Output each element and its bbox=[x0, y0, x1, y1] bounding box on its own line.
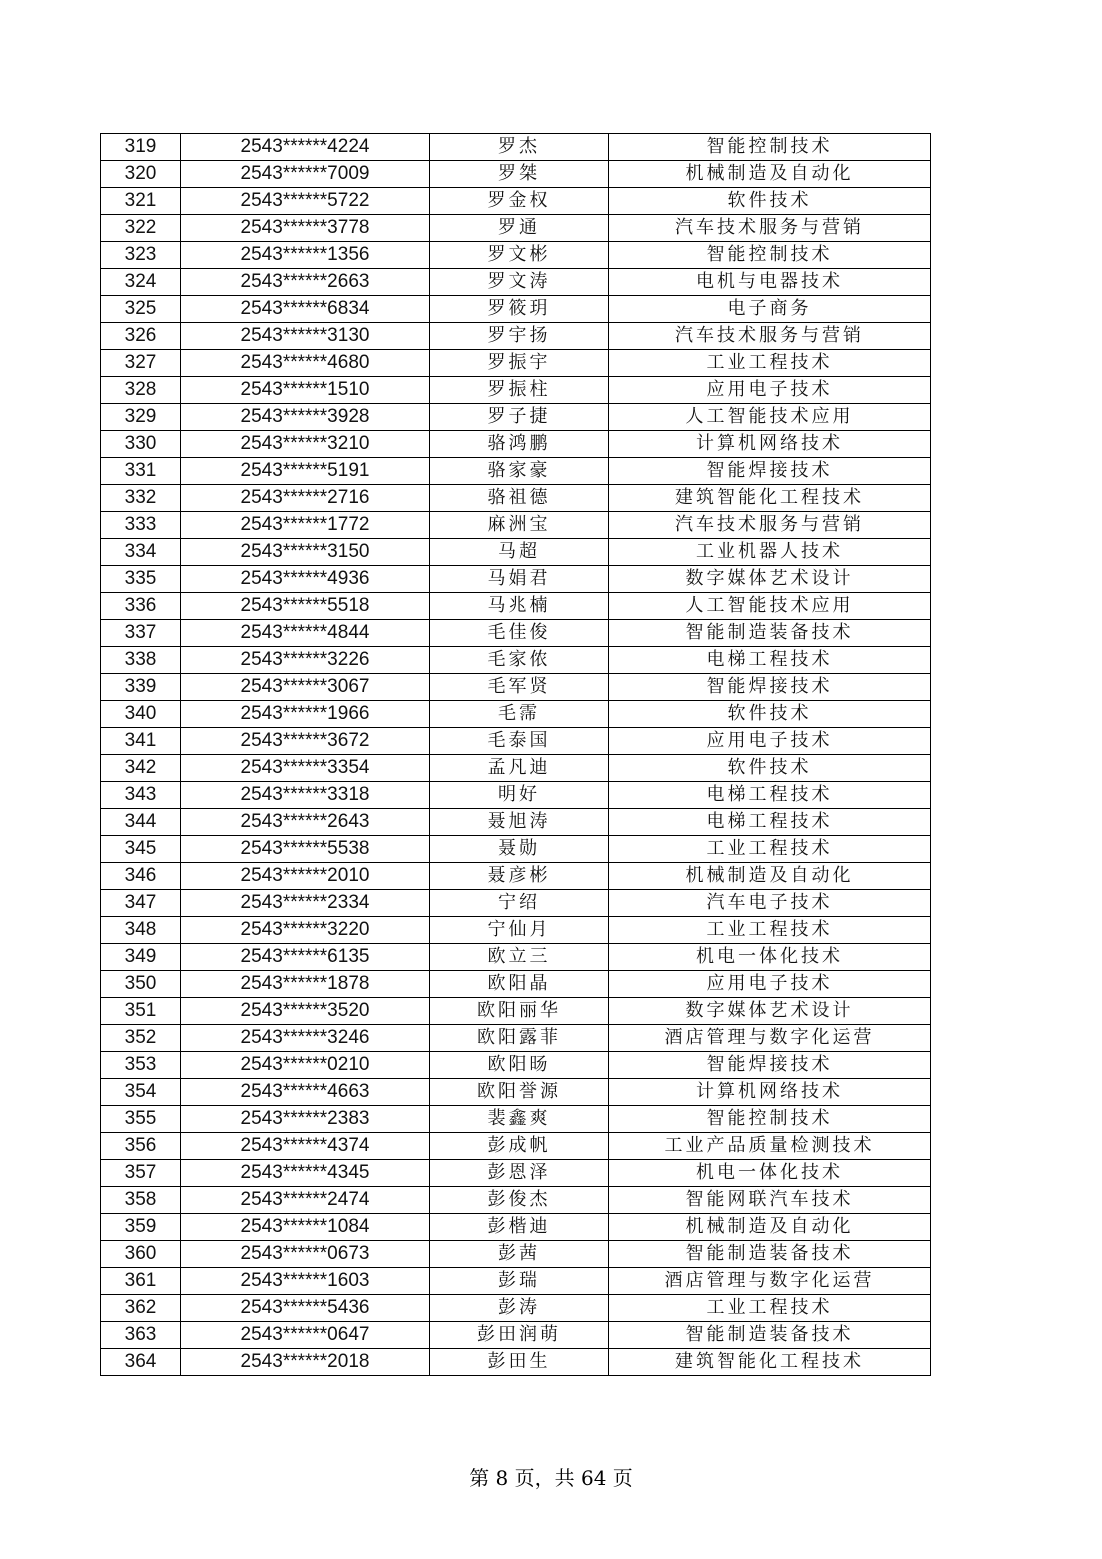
major-cell: 电梯工程技术 bbox=[609, 782, 931, 809]
table-row bbox=[101, 242, 931, 269]
row-number-cell: 354 bbox=[101, 1079, 181, 1106]
table-row bbox=[101, 539, 931, 566]
row-number-cell: 339 bbox=[101, 674, 181, 701]
id-number-cell: 2543******7009 bbox=[181, 161, 430, 188]
student-name-cell: 毛佳俊 bbox=[430, 620, 609, 647]
student-name-cell: 明好 bbox=[430, 782, 609, 809]
student-name-cell: 罗筱玥 bbox=[430, 296, 609, 323]
row-number-cell: 360 bbox=[101, 1241, 181, 1268]
id-number-cell: 2543******3067 bbox=[181, 674, 430, 701]
major-cell: 汽车技术服务与营销 bbox=[609, 215, 931, 242]
table-row bbox=[101, 1133, 931, 1160]
id-number-cell: 2543******2334 bbox=[181, 890, 430, 917]
row-number-cell: 322 bbox=[101, 215, 181, 242]
student-name-cell: 罗通 bbox=[430, 215, 609, 242]
table-row bbox=[101, 917, 931, 944]
table-row bbox=[101, 1241, 931, 1268]
row-number-cell: 341 bbox=[101, 728, 181, 755]
id-number-cell: 2543******3210 bbox=[181, 431, 430, 458]
major-cell: 工业产品质量检测技术 bbox=[609, 1133, 931, 1160]
student-name-cell: 彭涛 bbox=[430, 1295, 609, 1322]
major-cell: 工业工程技术 bbox=[609, 917, 931, 944]
row-number-cell: 359 bbox=[101, 1214, 181, 1241]
id-number-cell: 2543******1510 bbox=[181, 377, 430, 404]
row-number-cell: 348 bbox=[101, 917, 181, 944]
row-number-cell: 336 bbox=[101, 593, 181, 620]
major-cell: 酒店管理与数字化运营 bbox=[609, 1025, 931, 1052]
major-cell: 汽车技术服务与营销 bbox=[609, 323, 931, 350]
id-number-cell: 2543******2643 bbox=[181, 809, 430, 836]
student-name-cell: 欧阳晶 bbox=[430, 971, 609, 998]
student-name-cell: 毛泰国 bbox=[430, 728, 609, 755]
row-number-cell: 320 bbox=[101, 161, 181, 188]
major-cell: 智能制造装备技术 bbox=[609, 620, 931, 647]
student-name-cell: 马兆楠 bbox=[430, 593, 609, 620]
id-number-cell: 2543******2383 bbox=[181, 1106, 430, 1133]
student-name-cell: 裴鑫爽 bbox=[430, 1106, 609, 1133]
major-cell: 工业工程技术 bbox=[609, 836, 931, 863]
row-number-cell: 329 bbox=[101, 404, 181, 431]
row-number-cell: 350 bbox=[101, 971, 181, 998]
id-number-cell: 2543******5436 bbox=[181, 1295, 430, 1322]
table-row bbox=[101, 647, 931, 674]
row-number-cell: 355 bbox=[101, 1106, 181, 1133]
row-number-cell: 337 bbox=[101, 620, 181, 647]
major-cell: 智能控制技术 bbox=[609, 242, 931, 269]
id-number-cell: 2543******1356 bbox=[181, 242, 430, 269]
row-number-cell: 323 bbox=[101, 242, 181, 269]
student-name-cell: 麻洲宝 bbox=[430, 512, 609, 539]
id-number-cell: 2543******1878 bbox=[181, 971, 430, 998]
id-number-cell: 2543******6135 bbox=[181, 944, 430, 971]
table-row bbox=[101, 809, 931, 836]
major-cell: 智能控制技术 bbox=[609, 134, 931, 161]
student-name-cell: 骆祖德 bbox=[430, 485, 609, 512]
id-number-cell: 2543******5518 bbox=[181, 593, 430, 620]
major-cell: 智能焊接技术 bbox=[609, 674, 931, 701]
table-row bbox=[101, 782, 931, 809]
id-number-cell: 2543******2663 bbox=[181, 269, 430, 296]
row-number-cell: 338 bbox=[101, 647, 181, 674]
table-row bbox=[101, 323, 931, 350]
major-cell: 数字媒体艺术设计 bbox=[609, 566, 931, 593]
major-cell: 机电一体化技术 bbox=[609, 1160, 931, 1187]
table-row bbox=[101, 1106, 931, 1133]
major-cell: 建筑智能化工程技术 bbox=[609, 485, 931, 512]
row-number-cell: 351 bbox=[101, 998, 181, 1025]
student-name-cell: 宁仙月 bbox=[430, 917, 609, 944]
major-cell: 应用电子技术 bbox=[609, 377, 931, 404]
id-number-cell: 2543******1772 bbox=[181, 512, 430, 539]
student-name-cell: 孟凡迪 bbox=[430, 755, 609, 782]
row-number-cell: 358 bbox=[101, 1187, 181, 1214]
student-name-cell: 聂旭涛 bbox=[430, 809, 609, 836]
major-cell: 机械制造及自动化 bbox=[609, 161, 931, 188]
major-cell: 应用电子技术 bbox=[609, 728, 931, 755]
major-cell: 智能控制技术 bbox=[609, 1106, 931, 1133]
table-row bbox=[101, 944, 931, 971]
student-name-cell: 罗文涛 bbox=[430, 269, 609, 296]
table-row bbox=[101, 404, 931, 431]
id-number-cell: 2543******6834 bbox=[181, 296, 430, 323]
major-cell: 电梯工程技术 bbox=[609, 809, 931, 836]
row-number-cell: 347 bbox=[101, 890, 181, 917]
major-cell: 软件技术 bbox=[609, 188, 931, 215]
student-name-cell: 欧阳丽华 bbox=[430, 998, 609, 1025]
student-name-cell: 罗宇扬 bbox=[430, 323, 609, 350]
major-cell: 人工智能技术应用 bbox=[609, 404, 931, 431]
id-number-cell: 2543******3318 bbox=[181, 782, 430, 809]
table-row bbox=[101, 458, 931, 485]
table-row bbox=[101, 1052, 931, 1079]
row-number-cell: 357 bbox=[101, 1160, 181, 1187]
student-name-cell: 罗文彬 bbox=[430, 242, 609, 269]
table-row bbox=[101, 161, 931, 188]
table-row bbox=[101, 485, 931, 512]
row-number-cell: 325 bbox=[101, 296, 181, 323]
id-number-cell: 2543******3226 bbox=[181, 647, 430, 674]
major-cell: 智能制造装备技术 bbox=[609, 1322, 931, 1349]
table-row bbox=[101, 998, 931, 1025]
row-number-cell: 363 bbox=[101, 1322, 181, 1349]
id-number-cell: 2543******0210 bbox=[181, 1052, 430, 1079]
id-number-cell: 2543******5538 bbox=[181, 836, 430, 863]
row-number-cell: 364 bbox=[101, 1349, 181, 1376]
student-name-cell: 罗金权 bbox=[430, 188, 609, 215]
major-cell: 软件技术 bbox=[609, 755, 931, 782]
row-number-cell: 327 bbox=[101, 350, 181, 377]
table-row bbox=[101, 566, 931, 593]
major-cell: 计算机网络技术 bbox=[609, 431, 931, 458]
major-cell: 工业工程技术 bbox=[609, 1295, 931, 1322]
student-name-cell: 骆鸿鹏 bbox=[430, 431, 609, 458]
major-cell: 智能制造装备技术 bbox=[609, 1241, 931, 1268]
table-row bbox=[101, 674, 931, 701]
major-cell: 应用电子技术 bbox=[609, 971, 931, 998]
major-cell: 软件技术 bbox=[609, 701, 931, 728]
row-number-cell: 349 bbox=[101, 944, 181, 971]
row-number-cell: 332 bbox=[101, 485, 181, 512]
table-row bbox=[101, 755, 931, 782]
id-number-cell: 2543******1603 bbox=[181, 1268, 430, 1295]
id-number-cell: 2543******2716 bbox=[181, 485, 430, 512]
student-name-cell: 彭田生 bbox=[430, 1349, 609, 1376]
student-name-cell: 欧阳誉源 bbox=[430, 1079, 609, 1106]
student-name-cell: 彭恩泽 bbox=[430, 1160, 609, 1187]
major-cell: 数字媒体艺术设计 bbox=[609, 998, 931, 1025]
id-number-cell: 2543******4936 bbox=[181, 566, 430, 593]
id-number-cell: 2543******4345 bbox=[181, 1160, 430, 1187]
student-name-cell: 彭楷迪 bbox=[430, 1214, 609, 1241]
table-row bbox=[101, 1322, 931, 1349]
student-name-cell: 聂彦彬 bbox=[430, 863, 609, 890]
row-number-cell: 343 bbox=[101, 782, 181, 809]
table-row bbox=[101, 1268, 931, 1295]
table-row bbox=[101, 890, 931, 917]
student-name-cell: 彭茜 bbox=[430, 1241, 609, 1268]
id-number-cell: 2543******3220 bbox=[181, 917, 430, 944]
table-row bbox=[101, 512, 931, 539]
id-number-cell: 2543******4224 bbox=[181, 134, 430, 161]
major-cell: 机械制造及自动化 bbox=[609, 1214, 931, 1241]
id-number-cell: 2543******4374 bbox=[181, 1133, 430, 1160]
student-name-cell: 马娟君 bbox=[430, 566, 609, 593]
table-row bbox=[101, 1214, 931, 1241]
table-row bbox=[101, 431, 931, 458]
student-list-table bbox=[100, 133, 931, 1376]
id-number-cell: 2543******1084 bbox=[181, 1214, 430, 1241]
id-number-cell: 2543******3130 bbox=[181, 323, 430, 350]
student-name-cell: 罗振柱 bbox=[430, 377, 609, 404]
table-row bbox=[101, 269, 931, 296]
student-name-cell: 罗子捷 bbox=[430, 404, 609, 431]
id-number-cell: 2543******5191 bbox=[181, 458, 430, 485]
major-cell: 计算机网络技术 bbox=[609, 1079, 931, 1106]
row-number-cell: 361 bbox=[101, 1268, 181, 1295]
table-row bbox=[101, 350, 931, 377]
row-number-cell: 345 bbox=[101, 836, 181, 863]
row-number-cell: 340 bbox=[101, 701, 181, 728]
table-row bbox=[101, 134, 931, 161]
major-cell: 汽车技术服务与营销 bbox=[609, 512, 931, 539]
row-number-cell: 362 bbox=[101, 1295, 181, 1322]
student-name-cell: 罗杰 bbox=[430, 134, 609, 161]
table-row bbox=[101, 1295, 931, 1322]
row-number-cell: 333 bbox=[101, 512, 181, 539]
major-cell: 机电一体化技术 bbox=[609, 944, 931, 971]
id-number-cell: 2543******3150 bbox=[181, 539, 430, 566]
student-name-cell: 骆家豪 bbox=[430, 458, 609, 485]
id-number-cell: 2543******2010 bbox=[181, 863, 430, 890]
id-number-cell: 2543******3246 bbox=[181, 1025, 430, 1052]
table-row bbox=[101, 620, 931, 647]
student-name-cell: 罗振宇 bbox=[430, 350, 609, 377]
id-number-cell: 2543******4844 bbox=[181, 620, 430, 647]
student-name-cell: 彭成帆 bbox=[430, 1133, 609, 1160]
major-cell: 电子商务 bbox=[609, 296, 931, 323]
row-number-cell: 324 bbox=[101, 269, 181, 296]
student-name-cell: 毛军贤 bbox=[430, 674, 609, 701]
student-name-cell: 彭田润萌 bbox=[430, 1322, 609, 1349]
student-name-cell: 彭瑞 bbox=[430, 1268, 609, 1295]
student-name-cell: 欧阳露菲 bbox=[430, 1025, 609, 1052]
student-name-cell: 毛霈 bbox=[430, 701, 609, 728]
row-number-cell: 344 bbox=[101, 809, 181, 836]
id-number-cell: 2543******4680 bbox=[181, 350, 430, 377]
table-row bbox=[101, 1025, 931, 1052]
id-number-cell: 2543******3520 bbox=[181, 998, 430, 1025]
id-number-cell: 2543******4663 bbox=[181, 1079, 430, 1106]
major-cell: 智能焊接技术 bbox=[609, 458, 931, 485]
table-row bbox=[101, 593, 931, 620]
major-cell: 人工智能技术应用 bbox=[609, 593, 931, 620]
row-number-cell: 321 bbox=[101, 188, 181, 215]
id-number-cell: 2543******2474 bbox=[181, 1187, 430, 1214]
table-row bbox=[101, 1349, 931, 1376]
table-body bbox=[101, 134, 931, 1376]
id-number-cell: 2543******3928 bbox=[181, 404, 430, 431]
row-number-cell: 353 bbox=[101, 1052, 181, 1079]
row-number-cell: 319 bbox=[101, 134, 181, 161]
major-cell: 汽车电子技术 bbox=[609, 890, 931, 917]
student-name-cell: 彭俊杰 bbox=[430, 1187, 609, 1214]
student-name-cell: 聂勋 bbox=[430, 836, 609, 863]
id-number-cell: 2543******3354 bbox=[181, 755, 430, 782]
row-number-cell: 331 bbox=[101, 458, 181, 485]
id-number-cell: 2543******1966 bbox=[181, 701, 430, 728]
major-cell: 电机与电器技术 bbox=[609, 269, 931, 296]
table-row bbox=[101, 1187, 931, 1214]
row-number-cell: 335 bbox=[101, 566, 181, 593]
table-row bbox=[101, 971, 931, 998]
major-cell: 工业机器人技术 bbox=[609, 539, 931, 566]
major-cell: 建筑智能化工程技术 bbox=[609, 1349, 931, 1376]
id-number-cell: 2543******2018 bbox=[181, 1349, 430, 1376]
major-cell: 工业工程技术 bbox=[609, 350, 931, 377]
table-row bbox=[101, 701, 931, 728]
row-number-cell: 334 bbox=[101, 539, 181, 566]
row-number-cell: 356 bbox=[101, 1133, 181, 1160]
id-number-cell: 2543******0673 bbox=[181, 1241, 430, 1268]
major-cell: 电梯工程技术 bbox=[609, 647, 931, 674]
row-number-cell: 342 bbox=[101, 755, 181, 782]
table-row bbox=[101, 1160, 931, 1187]
student-name-cell: 马超 bbox=[430, 539, 609, 566]
table-row bbox=[101, 188, 931, 215]
row-number-cell: 330 bbox=[101, 431, 181, 458]
table-row bbox=[101, 836, 931, 863]
table-row bbox=[101, 296, 931, 323]
row-number-cell: 328 bbox=[101, 377, 181, 404]
student-name-cell: 欧立三 bbox=[430, 944, 609, 971]
table-row bbox=[101, 377, 931, 404]
row-number-cell: 352 bbox=[101, 1025, 181, 1052]
major-cell: 智能网联汽车技术 bbox=[609, 1187, 931, 1214]
table-row bbox=[101, 863, 931, 890]
id-number-cell: 2543******3672 bbox=[181, 728, 430, 755]
major-cell: 智能焊接技术 bbox=[609, 1052, 931, 1079]
student-name-cell: 欧阳旸 bbox=[430, 1052, 609, 1079]
table-row bbox=[101, 728, 931, 755]
table-row bbox=[101, 215, 931, 242]
row-number-cell: 346 bbox=[101, 863, 181, 890]
row-number-cell: 326 bbox=[101, 323, 181, 350]
student-name-cell: 罗桀 bbox=[430, 161, 609, 188]
page-number-footer: 第 8 页，共 64 页 bbox=[469, 1466, 633, 1490]
id-number-cell: 2543******5722 bbox=[181, 188, 430, 215]
id-number-cell: 2543******0647 bbox=[181, 1322, 430, 1349]
id-number-cell: 2543******3778 bbox=[181, 215, 430, 242]
student-name-cell: 毛家侬 bbox=[430, 647, 609, 674]
table-row bbox=[101, 1079, 931, 1106]
student-name-cell: 宁绍 bbox=[430, 890, 609, 917]
major-cell: 酒店管理与数字化运营 bbox=[609, 1268, 931, 1295]
major-cell: 机械制造及自动化 bbox=[609, 863, 931, 890]
